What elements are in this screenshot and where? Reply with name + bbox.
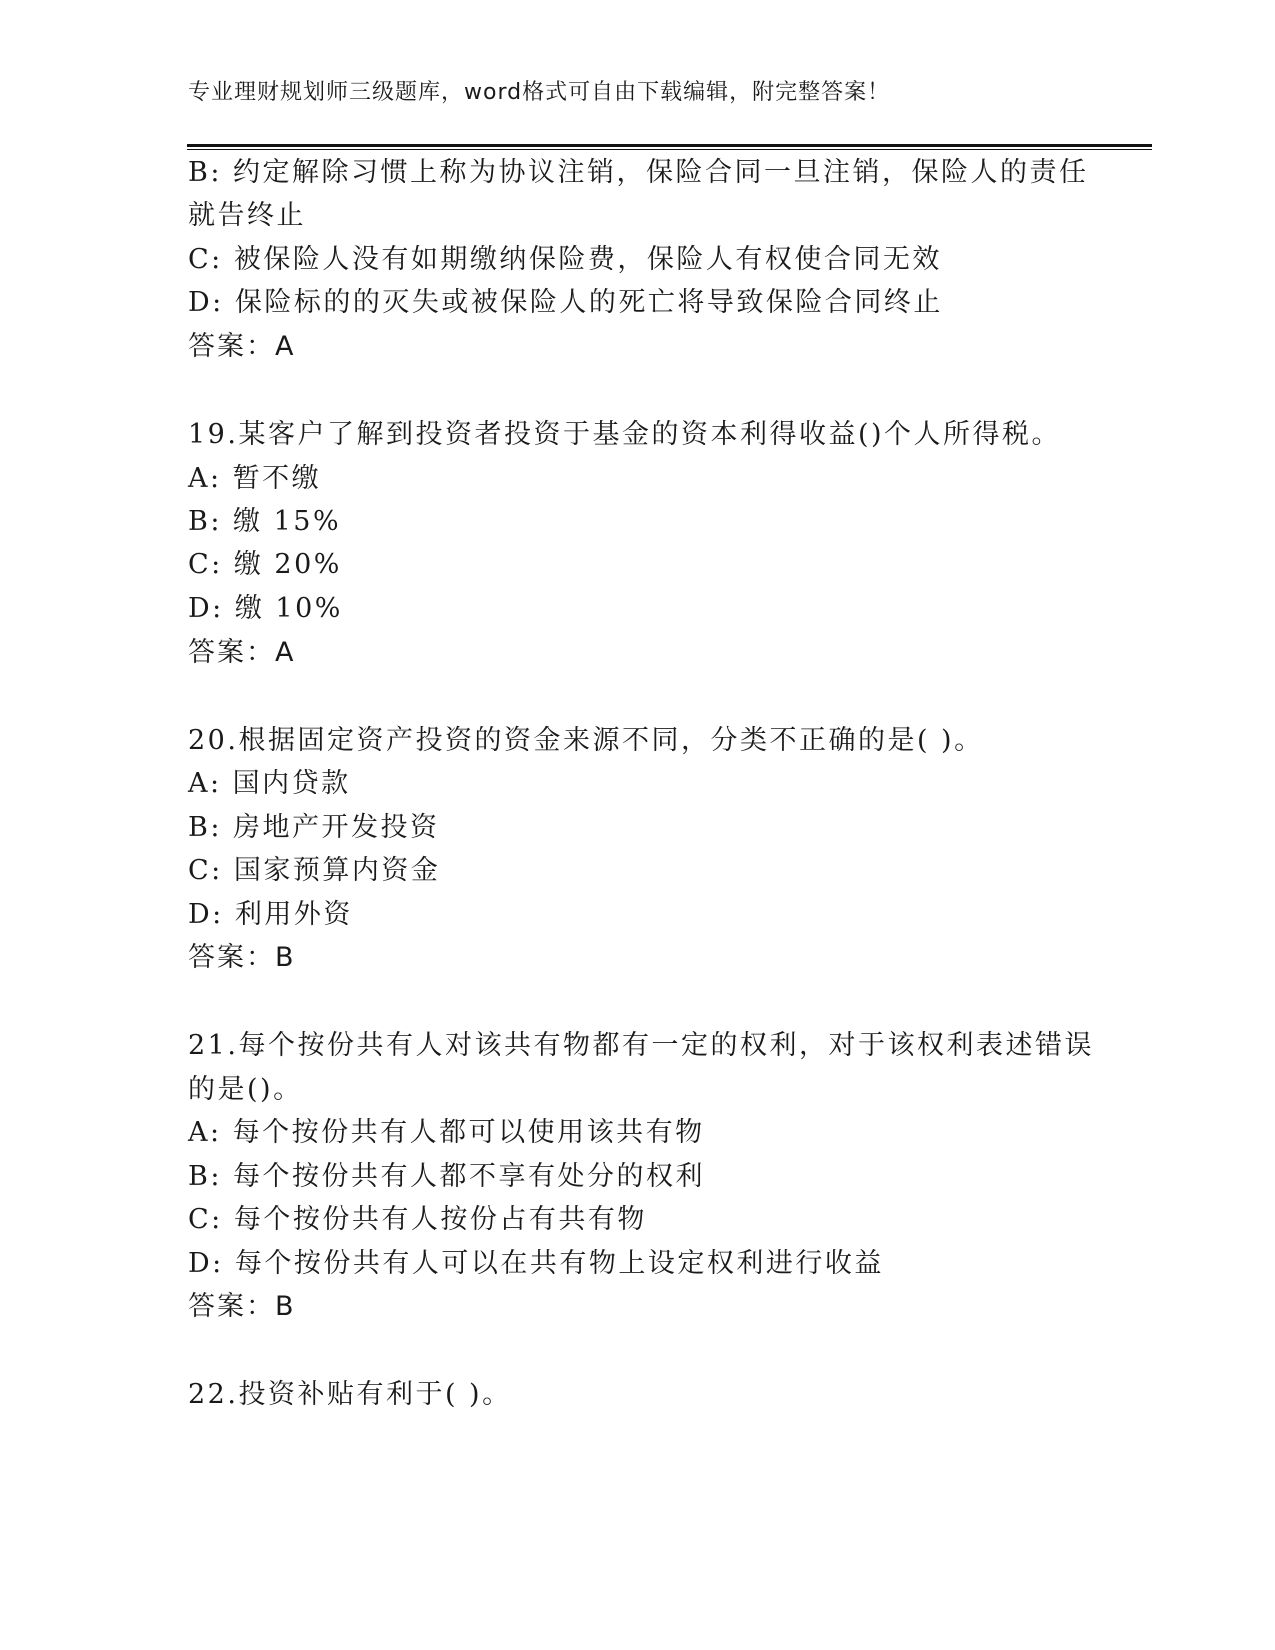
question-21-stem-continued: 的是()。 (188, 1074, 303, 1105)
option-b-continued: 就告终止 (188, 200, 306, 231)
q20-answer (188, 941, 295, 975)
option-d: D: 保险标的的灭失或被保险人的死亡将导致保险合同终止 (188, 287, 943, 318)
answer-label: 答案： (188, 331, 275, 362)
q20-option-b: B: 房地产开发投资 (188, 812, 440, 843)
answer-label: 答案： (188, 942, 275, 973)
answer-label: 答案： (188, 1291, 275, 1322)
page-header: 专业理财规划师三级题库，word格式可自由下载编辑，附完整答案！ (188, 80, 891, 105)
question-21-stem: 21.每个按份共有人对该共有物都有一定的权利，对于该权利表述错误 (188, 1030, 1094, 1061)
answer-label: 答案： (188, 637, 275, 668)
q20-option-a: A: 国内贷款 (188, 768, 351, 799)
q21-option-a: A: 每个按份共有人都可以使用该共有物 (188, 1117, 705, 1148)
question-20-stem: 20.根据固定资产投资的资金来源不同，分类不正确的是( )。 (188, 725, 984, 756)
question-22-stem: 22.投资补贴有利于( )。 (188, 1379, 512, 1410)
q21-option-d: D: 每个按份共有人可以在共有物上设定权利进行收益 (188, 1248, 884, 1279)
answer-value: A (275, 331, 295, 362)
q19-answer (188, 636, 294, 670)
option-c: C: 被保险人没有如期缴纳保险费，保险人有权使合同无效 (188, 244, 942, 275)
header-divider-thin (187, 149, 1152, 150)
q20-option-c: C: 国家预算内资金 (188, 855, 441, 886)
answer (188, 330, 294, 364)
option-b: B: 约定解除习惯上称为协议注销，保险合同一旦注销，保险人的责任 (188, 157, 1089, 188)
q21-answer (188, 1290, 295, 1324)
header-divider-thick (187, 144, 1152, 147)
q19-option-c: C: 缴 20% (188, 549, 342, 580)
q21-option-b: B: 每个按份共有人都不享有处分的权利 (188, 1161, 706, 1192)
answer-value: A (275, 637, 295, 668)
q19-option-b: B: 缴 15% (188, 506, 342, 537)
q19-option-a: A: 暂不缴 (188, 463, 322, 494)
q20-option-d: D: 利用外资 (188, 899, 353, 930)
q19-option-d: D: 缴 10% (188, 593, 343, 624)
question-19-stem: 19.某客户了解到投资者投资于基金的资本利得收益()个人所得税。 (188, 419, 1062, 450)
answer-value: B (275, 942, 295, 973)
answer-value: B (275, 1291, 295, 1322)
q21-option-c: C: 每个按份共有人按份占有共有物 (188, 1204, 647, 1235)
